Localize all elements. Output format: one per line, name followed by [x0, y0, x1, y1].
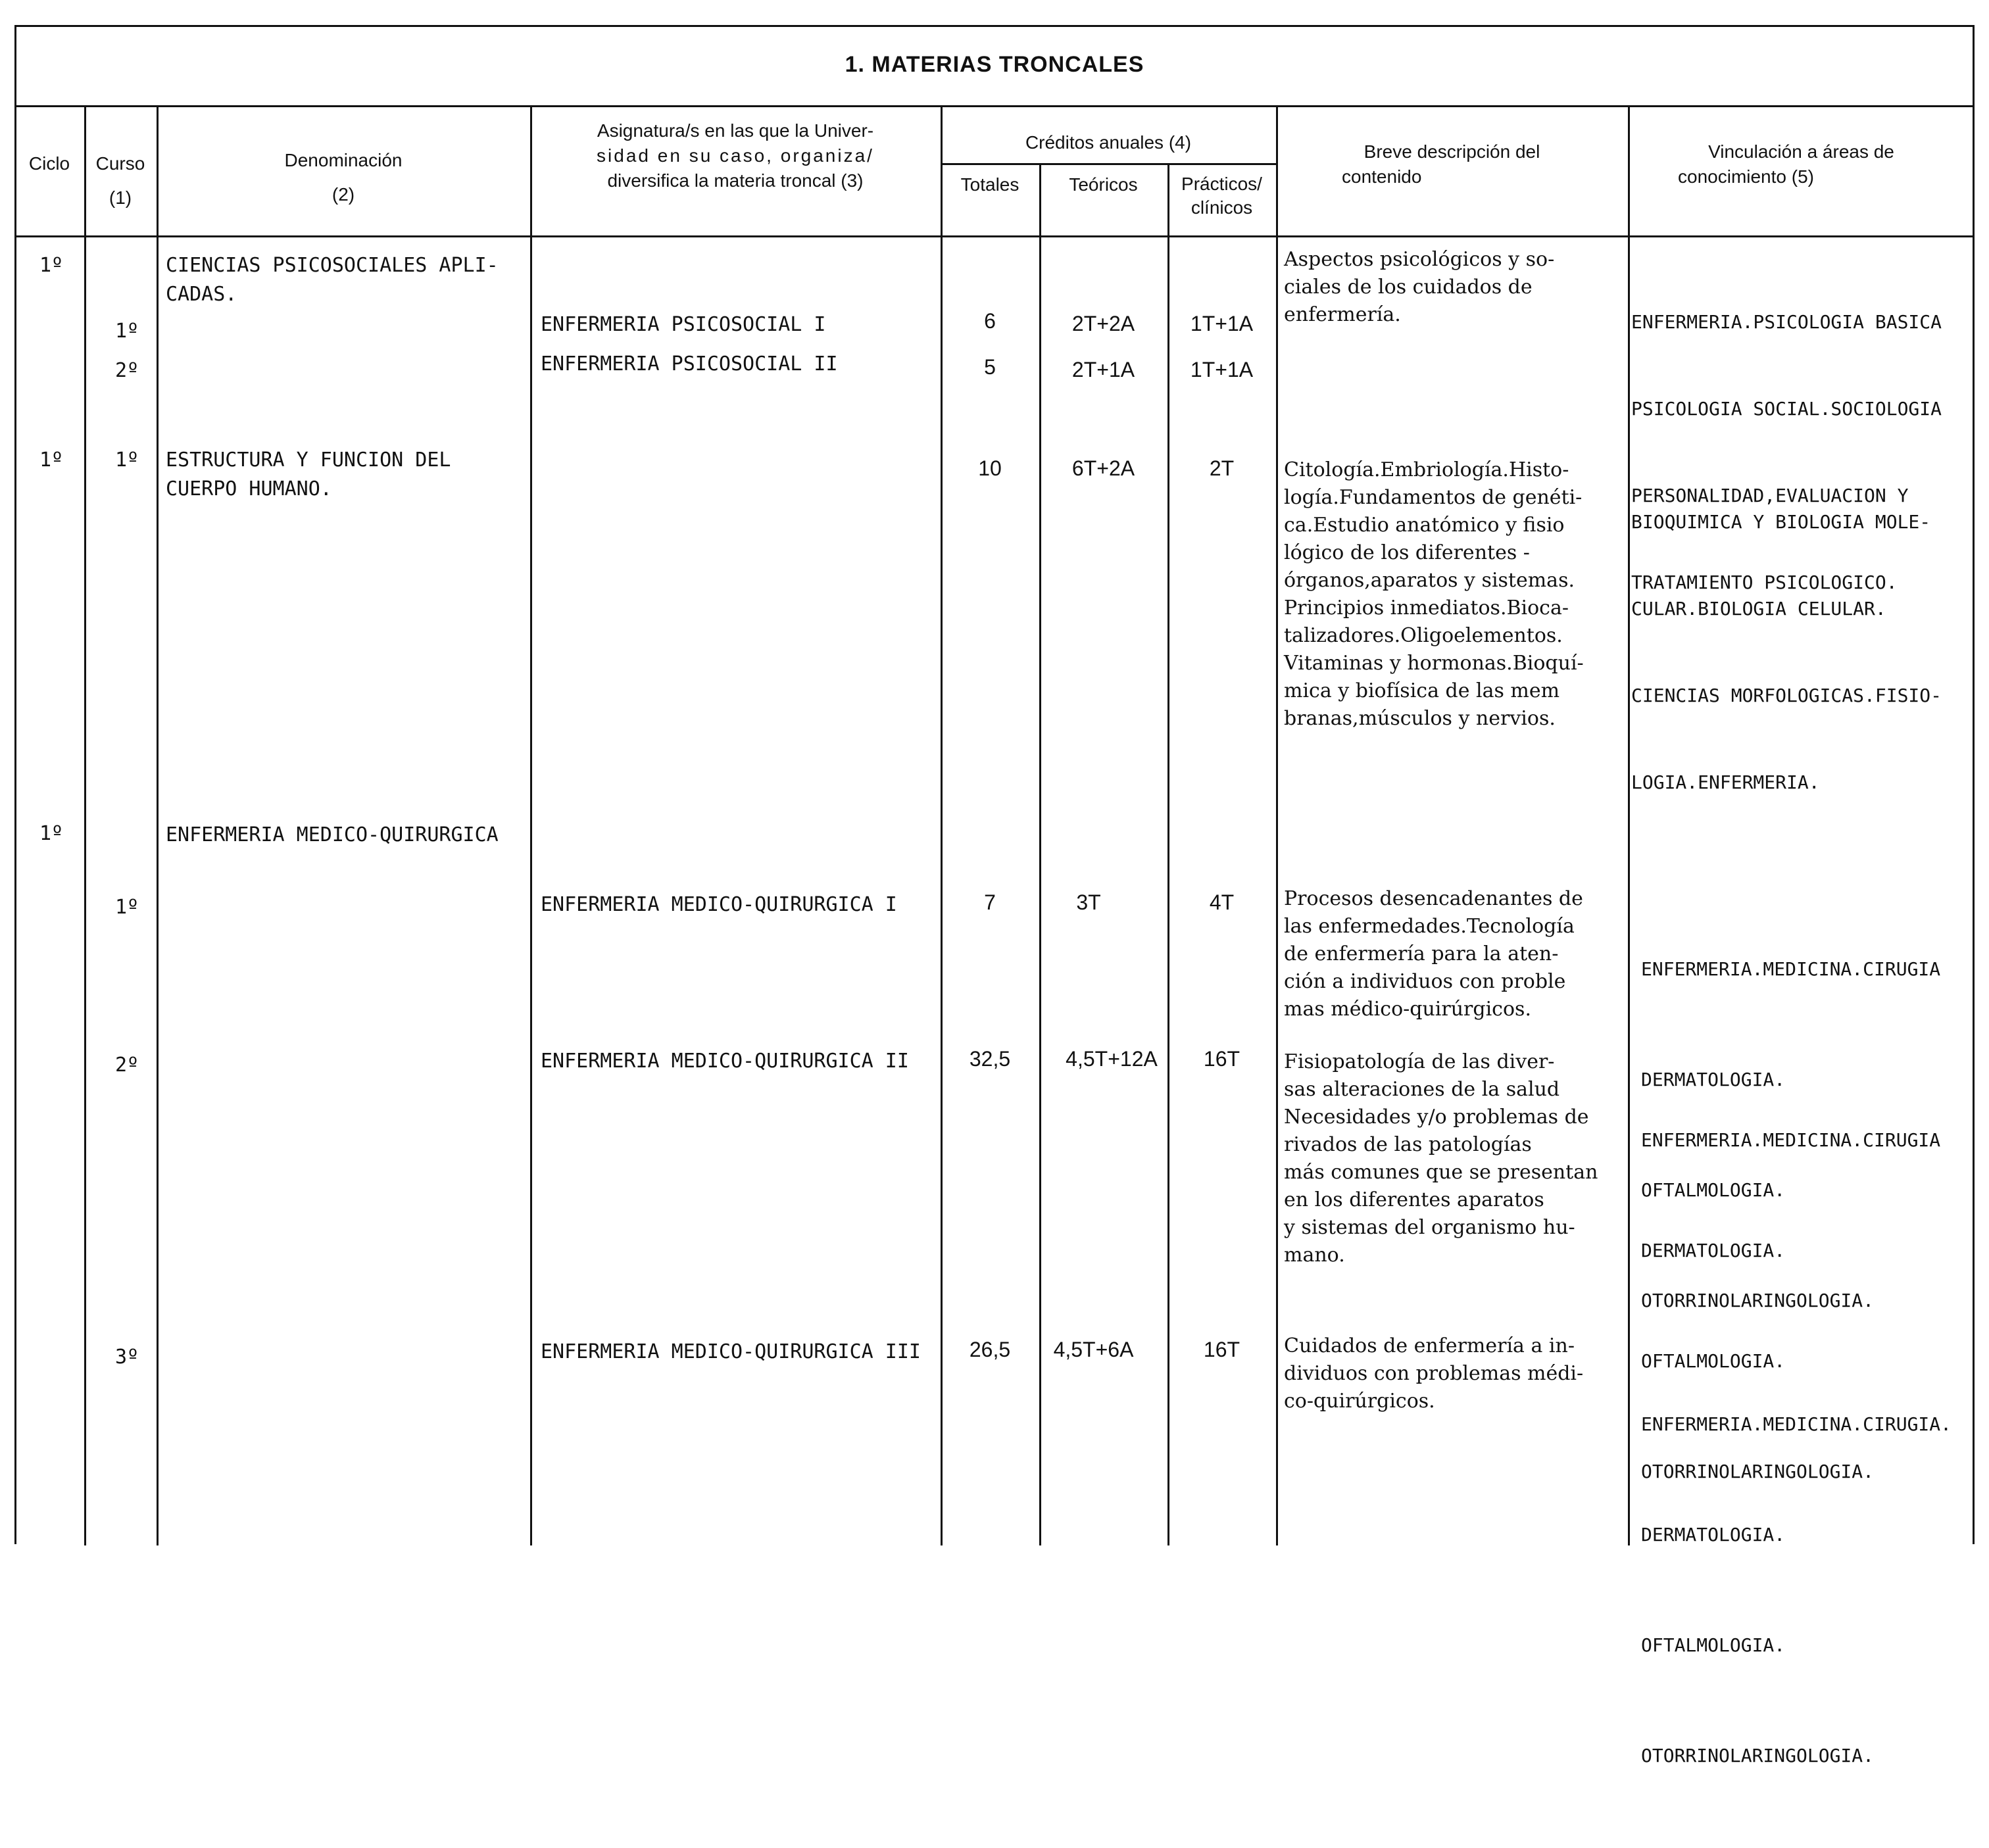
row2-practicos: 2T — [1209, 456, 1235, 480]
row2-area-line: CULAR.BIOLOGIA CELULAR. — [1631, 598, 1886, 620]
row3-sub3-curso: 3º — [115, 1346, 139, 1369]
row3-sub1-area-line: ENFERMERIA.MEDICINA.CIRUGIA — [1641, 958, 1941, 980]
header-curso-label: Curso — [95, 153, 145, 174]
row3-sub2-descripcion-line: rivados de las patologías — [1284, 1133, 1532, 1156]
header-descripcion — [1276, 139, 1628, 189]
row3-sub1-descripcion-line: ción a individuos con proble — [1284, 970, 1566, 993]
row1-area-line: TRATAMIENTO PSICOLOGICO. — [1631, 571, 1898, 593]
header-vinculacion — [1628, 139, 1975, 189]
col-line-practicos — [1276, 105, 1278, 1545]
row3-sub3-areas — [1641, 1332, 1952, 1848]
row3-sub3-descripcion-line: Cuidados de enfermería a in- — [1284, 1334, 1575, 1357]
header-ciclo — [14, 151, 84, 176]
row3-sub1-area-line: OFTALMOLOGIA. — [1641, 1179, 1786, 1201]
row3-sub3-asignatura: ENFERMERIA MEDICO-QUIRURGICA III — [541, 1340, 921, 1363]
header-denominacion-label: Denominación — [284, 150, 403, 170]
row3-sub3-area-line: OTORRINOLARINGOLOGIA. — [1641, 1745, 1875, 1766]
header-practicos-line2: clínicos — [1191, 197, 1253, 218]
header-denominacion-note: (2) — [332, 184, 355, 205]
row3-sub2-descripcion — [1284, 1048, 1598, 1269]
row2-descripcion-line: Principios inmediatos.Bioca- — [1284, 596, 1569, 620]
row2-area-line: CIENCIAS MORFOLOGICAS.FISIO- — [1631, 685, 1942, 706]
row3-sub2-area-line: OTORRINOLARINGOLOGIA. — [1641, 1461, 1875, 1482]
row3-sub2-descripcion-line: y sistemas del organismo hu- — [1284, 1216, 1575, 1239]
row1-descripcion-line: enfermería. — [1284, 303, 1401, 326]
row2-descripcion — [1284, 456, 1584, 733]
row1-sub1-totales: 6 — [984, 309, 996, 333]
header-divider — [14, 235, 1975, 237]
row2-descripcion-line: mica y biofísica de las mem — [1284, 679, 1560, 702]
row2-descripcion-line: Vitaminas y hormonas.Bioquí- — [1284, 652, 1584, 675]
header-asignaturas — [530, 118, 941, 193]
row3-sub3-teoricos: 4,5T+6A — [1053, 1338, 1134, 1361]
row1-sub2-practicos: 1T+1A — [1190, 358, 1254, 381]
row3-sub2-descripcion-line: Fisiopatología de las diver- — [1284, 1050, 1555, 1073]
row3-sub3-descripcion-line: co-quirúrgicos. — [1284, 1390, 1435, 1413]
col-line-descripcion — [1628, 105, 1630, 1545]
row3-sub2-totales: 32,5 — [969, 1047, 1011, 1071]
row1-sub1-teoricos: 2T+2A — [1071, 312, 1135, 335]
header-descripcion-line1: Breve descripción del — [1363, 141, 1540, 162]
header-curso — [84, 151, 157, 210]
row3-sub2-teoricos: 4,5T+12A — [1066, 1047, 1158, 1071]
table-title: 1. MATERIAS TRONCALES — [845, 51, 1144, 77]
header-vinculacion-line2: conocimiento (5) — [1678, 166, 1814, 187]
row3-sub2-area-line: OFTALMOLOGIA. — [1641, 1350, 1786, 1372]
row1-sub1-asignatura: ENFERMERIA PSICOSOCIAL I — [541, 313, 826, 336]
row1-sub2-totales: 5 — [984, 355, 996, 379]
row3-sub3-area-line: ENFERMERIA.MEDICINA.CIRUGIA. — [1641, 1413, 1952, 1435]
header-ciclo-label: Ciclo — [28, 153, 70, 174]
row2-descripcion-line: ca.Estudio anatómico y fisio — [1284, 514, 1565, 537]
row2-descripcion-line: branas,músculos y nervios. — [1284, 707, 1556, 730]
row3-sub3-totales: 26,5 — [969, 1338, 1011, 1361]
row2-descripcion-line: talizadores.Oligoelementos. — [1284, 624, 1563, 647]
header-curso-note: (1) — [109, 187, 132, 208]
header-creditos — [941, 130, 1276, 155]
row3-sub1-descripcion-line: las enfermedades.Tecnología — [1284, 915, 1575, 938]
row2-totales: 10 — [978, 456, 1002, 480]
row3-sub2-area-line: ENFERMERIA.MEDICINA.CIRUGIA — [1641, 1129, 1941, 1151]
col-line-ciclo — [84, 105, 86, 1545]
row2-teoricos: 6T+2A — [1071, 456, 1135, 480]
row3-sub1-totales: 7 — [984, 890, 996, 914]
row1-sub2-asignatura: ENFERMERIA PSICOSOCIAL II — [541, 353, 838, 376]
header-totales — [941, 172, 1039, 197]
header-totales-label: Totales — [960, 174, 1019, 195]
row3-sub2-descripcion-line: sas alteraciones de la salud — [1284, 1078, 1560, 1101]
row3-sub2-descripcion-line: en los diferentes aparatos — [1284, 1188, 1544, 1211]
header-denominacion — [157, 148, 530, 207]
row3-sub3-descripcion — [1284, 1332, 1583, 1415]
row3-sub3-area-line: OFTALMOLOGIA. — [1641, 1634, 1786, 1656]
row1-denominacion-line1: CIENCIAS PSICOSOCIALES APLI- — [166, 254, 499, 277]
row1-sub2-curso: 2º — [115, 359, 139, 382]
row3-sub2-descripcion-line: Necesidades y/o problemas de — [1284, 1106, 1589, 1129]
header-vinculacion-line1: Vinculación a áreas de — [1708, 141, 1894, 162]
row1-area-line: ENFERMERIA.PSICOLOGIA BASICA — [1631, 311, 1942, 333]
row3-denominacion: ENFERMERIA MEDICO-QUIRURGICA — [166, 823, 499, 846]
row1-denominacion-line2: CADAS. — [166, 283, 237, 306]
row2-denominacion-line2: CUERPO HUMANO. — [166, 477, 332, 500]
row3-sub1-practicos: 4T — [1209, 890, 1235, 914]
row3-sub1-curso: 1º — [115, 896, 139, 919]
row3-sub3-practicos: 16T — [1203, 1338, 1240, 1361]
row3-sub2-descripcion-line: mano. — [1284, 1244, 1345, 1267]
row3-sub2-practicos: 16T — [1203, 1047, 1240, 1071]
header-teoricos — [1039, 172, 1167, 197]
row3-sub1-descripcion-line: de enfermería para la aten- — [1284, 942, 1559, 965]
row2-descripcion-line: logía.Fundamentos de genéti- — [1284, 486, 1583, 509]
row1-descripcion — [1284, 246, 1554, 329]
header-descripcion-line2: contenido — [1342, 166, 1422, 187]
row3-sub1-area-line: OTORRINOLARINGOLOGIA. — [1641, 1290, 1875, 1311]
header-teoricos-label: Teóricos — [1069, 174, 1138, 195]
row3-sub2-curso: 2º — [115, 1054, 139, 1077]
row3-sub1-area-line: DERMATOLOGIA. — [1641, 1069, 1786, 1090]
row3-sub2-area-line: DERMATOLOGIA. — [1641, 1240, 1786, 1261]
row2-ciclo: 1º — [39, 449, 64, 472]
row1-descripcion-line: ciales de los cuidados de — [1284, 276, 1533, 299]
header-asignaturas-line2: sidad en su caso, organiza/ — [597, 145, 874, 166]
header-asignaturas-line3: diversifica la materia troncal (3) — [607, 170, 864, 191]
header-asignaturas-line1: Asignatura/s en las que la Univer- — [597, 120, 874, 141]
row3-ciclo: 1º — [39, 822, 64, 845]
row1-descripcion-line: Aspectos psicológicos y so- — [1284, 248, 1555, 271]
row2-descripcion-line: órganos,aparatos y sistemas. — [1284, 569, 1575, 592]
row3-sub2-descripcion-line: más comunes que se presentan — [1284, 1161, 1598, 1184]
row1-sub1-curso: 1º — [115, 320, 139, 343]
row1-sub2-teoricos: 2T+1A — [1071, 358, 1135, 381]
row1-area-line: PSICOLOGIA SOCIAL.SOCIOLOGIA — [1631, 398, 1942, 420]
row3-sub3-descripcion-line: dividuos con problemas médi- — [1284, 1362, 1584, 1385]
row2-area-line: BIOQUIMICA Y BIOLOGIA MOLE- — [1631, 511, 1931, 533]
row3-sub2-asignatura: ENFERMERIA MEDICO-QUIRURGICA II — [541, 1050, 909, 1073]
row1-ciclo: 1º — [39, 254, 64, 277]
title-divider — [14, 105, 1975, 107]
col-line-denominacion — [530, 105, 532, 1545]
creditos-divider — [941, 163, 1276, 165]
row2-descripcion-line: lógico de los diferentes - — [1284, 541, 1530, 564]
row2-descripcion-line: Citología.Embriología.Histo- — [1284, 458, 1569, 481]
header-creditos-label: Créditos anuales (4) — [1025, 132, 1192, 153]
header-practicos — [1167, 172, 1276, 220]
row3-sub1-descripcion-line: mas médico-quirúrgicos. — [1284, 998, 1531, 1021]
row3-sub1-descripcion-line: Procesos desencadenantes de — [1284, 887, 1583, 910]
row3-sub1-descripcion — [1284, 885, 1583, 1023]
row3-sub1-teoricos: 3T — [1076, 890, 1101, 914]
row2-areas — [1631, 450, 1942, 855]
col-line-curso — [157, 105, 159, 1545]
row2-denominacion-line1: ESTRUCTURA Y FUNCION DEL — [166, 449, 451, 472]
header-practicos-line1: Prácticos/ — [1181, 174, 1262, 194]
row3-sub3-area-line: DERMATOLOGIA. — [1641, 1524, 1786, 1545]
row3-sub1-asignatura: ENFERMERIA MEDICO-QUIRURGICA I — [541, 893, 897, 916]
row2-curso: 1º — [115, 449, 139, 472]
row1-sub1-practicos: 1T+1A — [1190, 312, 1254, 335]
row1-area-line: PERSONALIDAD,EVALUACION Y — [1631, 485, 1909, 506]
row2-area-line: LOGIA.ENFERMERIA. — [1631, 771, 1820, 793]
